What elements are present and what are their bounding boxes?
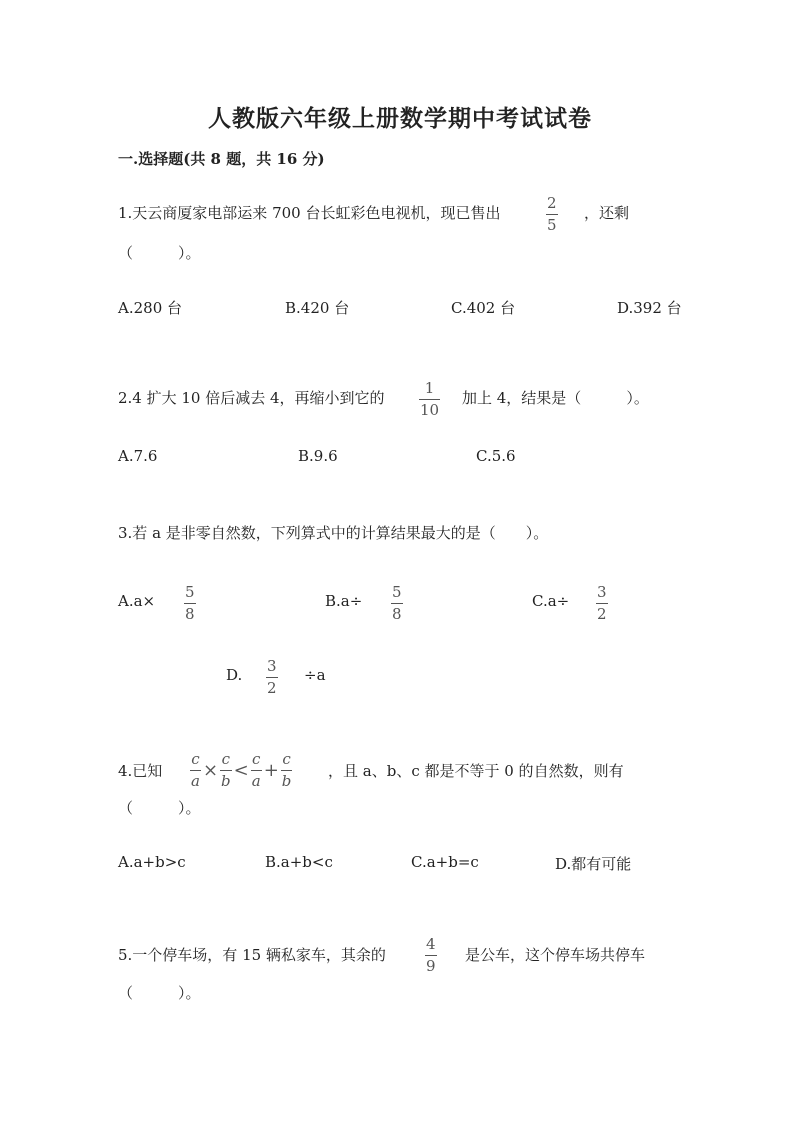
answer-blank: （ ）。 <box>118 984 201 1002</box>
fraction-denominator: 10 <box>420 401 440 419</box>
fraction-denominator: 2 <box>597 605 607 623</box>
question-3-text: 3.若 a 是非零自然数，下列算式中的计算结果最大的是（ ）。 <box>118 524 549 542</box>
option-b: B.9.6 <box>298 447 338 465</box>
option-c-fraction <box>596 585 608 622</box>
section-heading: 一.选择题(共 8 题，共 16 分) <box>118 150 325 168</box>
option-a-fraction <box>184 585 196 622</box>
option-a: A.a× <box>118 592 156 610</box>
option-b: B.a+b<c <box>265 853 333 871</box>
fraction-bar <box>425 955 437 956</box>
question-4-text-after: ，且 a、b、c 都是不等于 0 的自然数，则有 <box>328 762 624 780</box>
option-d: D.都有可能 <box>555 855 632 873</box>
fraction-denominator: 9 <box>426 957 436 975</box>
option-c: C.5.6 <box>476 447 516 465</box>
option-a: A.7.6 <box>118 447 158 465</box>
fraction-bar <box>251 770 262 771</box>
page-title: 人教版六年级上册数学期中考试试卷 <box>208 105 592 132</box>
fraction-numerator: 5 <box>392 583 402 601</box>
fraction-bar <box>419 399 440 400</box>
fraction-bar <box>391 603 403 604</box>
answer-blank: （ ）。 <box>118 244 201 262</box>
times-operator: × <box>202 760 219 781</box>
answer-blank: （ ）。 <box>118 799 201 817</box>
plus-operator: + <box>263 760 279 781</box>
fraction-c-over-a <box>251 752 262 789</box>
fraction-numerator: c <box>282 750 291 768</box>
option-c: C.a÷ <box>532 592 570 610</box>
fraction-c-over-b <box>281 752 293 789</box>
option-a: A.a+b>c <box>118 853 186 871</box>
fraction-numerator: 1 <box>424 379 435 397</box>
question-5-fraction <box>425 937 437 974</box>
option-c: C.a+b=c <box>411 853 479 871</box>
fraction-denominator: a <box>251 772 261 790</box>
option-c: C.402 台 <box>451 299 516 317</box>
question-1-text-after: ，还剩 <box>584 204 630 222</box>
question-2-text-after: 加上 4，结果是（ ）。 <box>462 389 649 407</box>
question-5-text-after: 是公车，这个停车场共停车 <box>465 946 646 964</box>
fraction-c-over-a <box>190 752 201 789</box>
fraction-denominator: 8 <box>392 605 402 623</box>
fraction-bar <box>184 603 196 604</box>
option-d-suffix: ÷a <box>304 666 326 684</box>
fraction-numerator: 4 <box>426 935 436 953</box>
fraction-denominator: 8 <box>185 605 195 623</box>
fraction-bar <box>596 603 608 604</box>
option-b: B.a÷ <box>325 592 363 610</box>
fraction-numerator: 2 <box>547 194 557 212</box>
question-1-text: 1.天云商厦家电部运来 700 台长虹彩色电视机，现已售出 <box>118 204 501 222</box>
fraction-denominator: a <box>191 772 200 790</box>
fraction-denominator: 5 <box>547 216 557 234</box>
fraction-bar <box>546 214 558 215</box>
option-b: B.420 台 <box>285 299 350 317</box>
fraction-numerator: 3 <box>267 657 277 675</box>
fraction-c-over-b <box>220 752 232 789</box>
less-than-operator: < <box>233 760 249 781</box>
option-d: D.392 台 <box>617 299 682 317</box>
question-2-text: 2.4 扩大 10 倍后减去 4，再缩小到它的 <box>118 389 385 407</box>
fraction-numerator: 3 <box>597 583 607 601</box>
question-2-fraction <box>419 381 440 418</box>
fraction-denominator: 2 <box>267 679 277 697</box>
fraction-numerator: c <box>252 750 261 768</box>
option-d: D. <box>226 666 243 684</box>
fraction-numerator: c <box>221 750 231 768</box>
fraction-denominator: b <box>221 772 231 790</box>
question-4-text: 4.已知 <box>118 762 163 780</box>
fraction-bar <box>266 677 278 678</box>
option-a: A.280 台 <box>118 299 182 317</box>
fraction-bar <box>281 770 293 771</box>
fraction-bar <box>190 770 201 771</box>
fraction-numerator: 5 <box>185 583 195 601</box>
question-1-fraction <box>546 196 558 233</box>
inequality-expression <box>190 752 292 789</box>
question-5-text: 5.一个停车场，有 15 辆私家车，其余的 <box>118 946 386 964</box>
fraction-denominator: b <box>281 772 292 790</box>
option-d-fraction <box>266 659 278 696</box>
fraction-bar <box>220 770 232 771</box>
option-b-fraction <box>391 585 403 622</box>
fraction-numerator: c <box>191 750 200 768</box>
